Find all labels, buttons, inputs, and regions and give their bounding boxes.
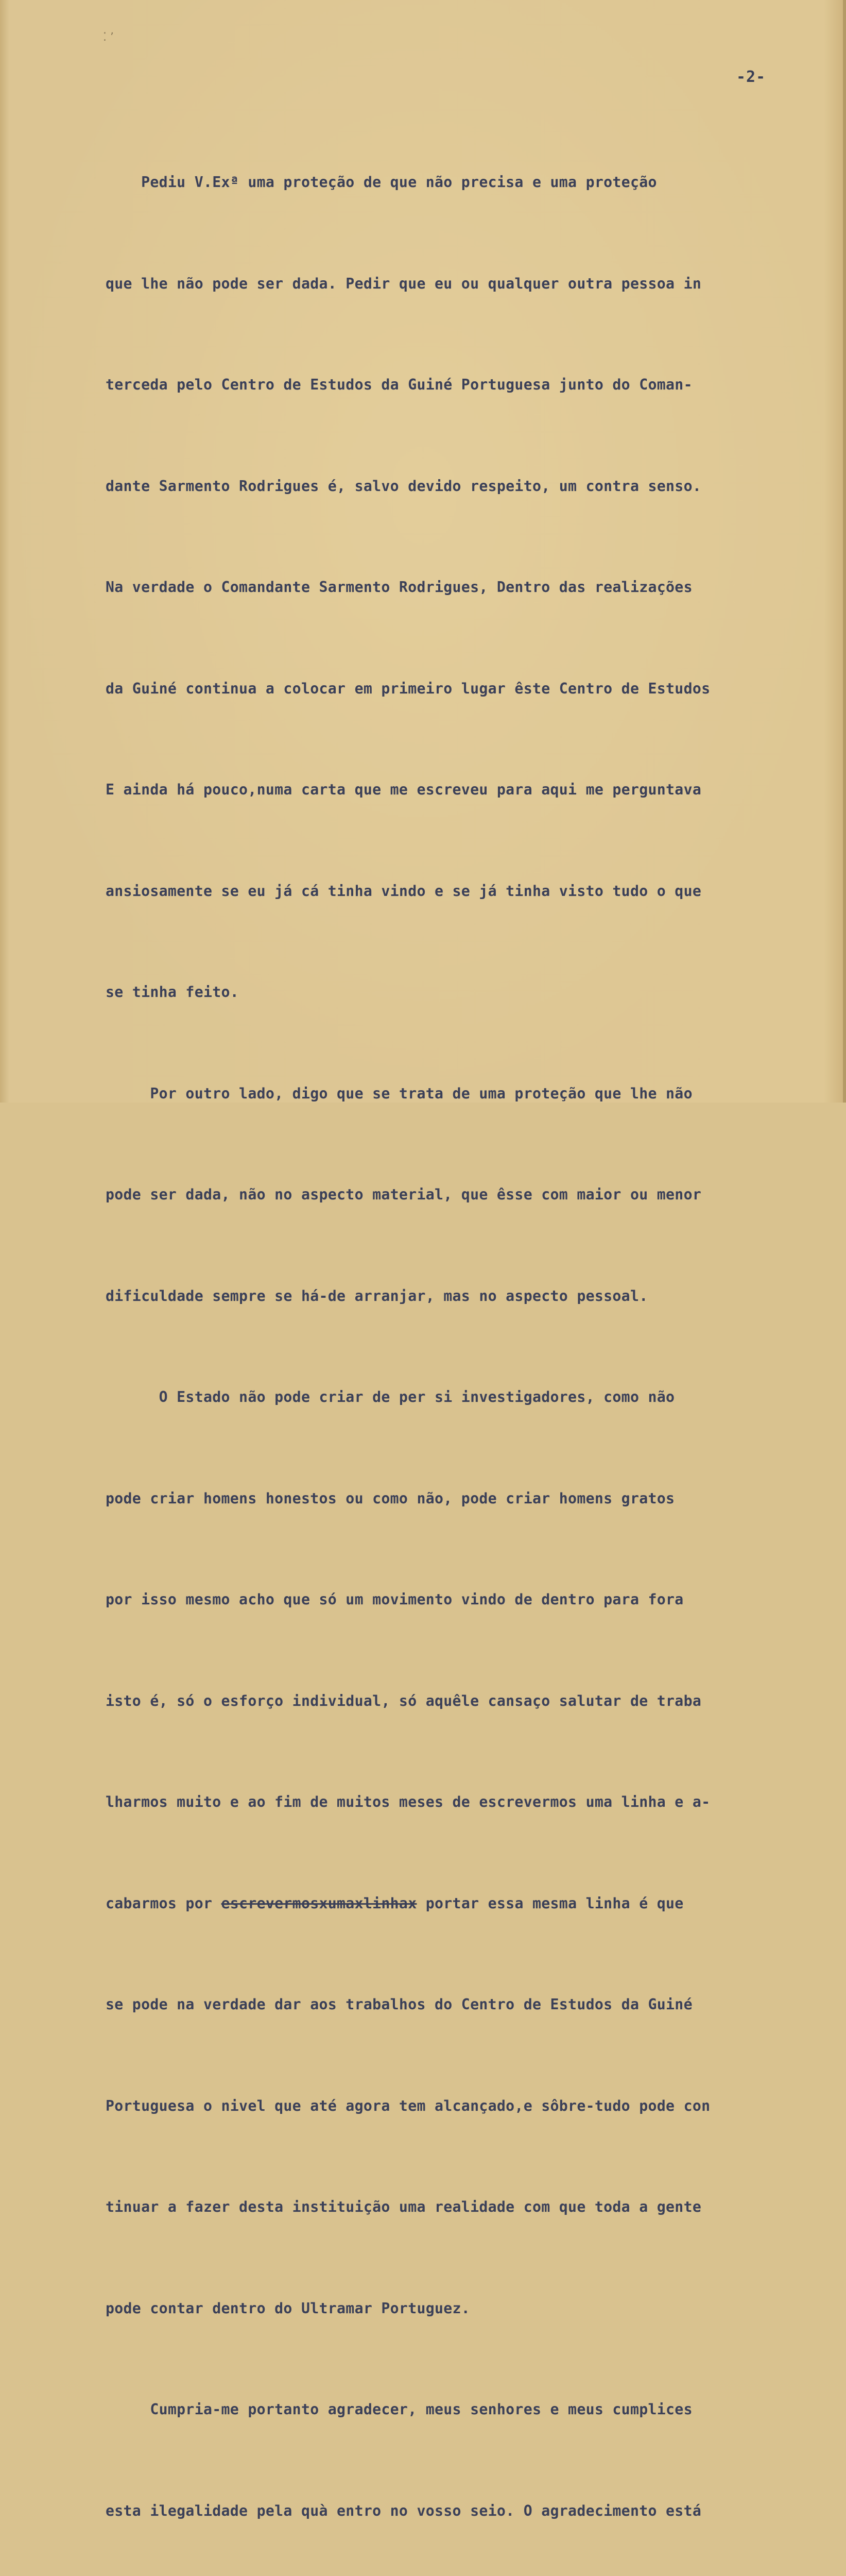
text-line: se tinha feito. [106,984,239,1001]
text-line: Cumpria-me portanto agradecer, meus senhores e meus cumplices [106,2401,693,2418]
text-line: pode contar dentro do Ultramar Portuguez. [106,2299,471,2317]
text-line: Portuguesa o nivel que até agora tem alcançado,e sôbre-tudo pode con [106,2097,711,2114]
text-line: E ainda há pouco,numa carta que me escreveu para aqui me perguntava [106,781,702,798]
text-line: Por outro lado, digo que se trata de uma proteção que lhe não [106,1084,693,1102]
text-line: ansiosamente se eu já cá tinha vindo e se já tinha visto tudo o que [106,882,702,900]
text-line: dante Sarmento Rodrigues é, salvo devido respeito, um contra senso. [106,477,702,495]
text-line: dificuldade sempre se há-de arranjar, mas no aspecto pessoal. [106,1287,648,1304]
text-line: terceda pelo Centro de Estudos da Guiné Portuguesa junto do Coman- [106,376,693,393]
document-body [106,98,806,2576]
page-number: -2- [736,68,766,86]
text-line: esta ilegalidade pela quà entro no vosso seio. O agradecimento está [106,2502,702,2519]
text-line: que lhe não pode ser dada. Pedir que eu ou qualquer outra pessoa in [106,275,702,292]
text-line: pode criar homens honestos ou como não, pode criar homens gratos [106,1489,675,1507]
text-segment: cabarmos por [106,1894,221,1912]
text-line: Pediu V.Exª uma proteção de que não precisa e uma proteção [106,174,657,191]
text-line: Na verdade o Comandante Sarmento Rodrigues, Dentro das realizações [106,579,693,596]
paper-edge [843,0,846,1103]
text-line: da Guiné continua a colocar em primeiro lugar êste Centro de Estudos [106,680,711,697]
text-line: O Estado não pode criar de per si investigadores, como não [106,1388,675,1405]
paper-blemish: ⁚ ʼ [103,31,114,44]
text-line: por isso mesmo acho que só um movimento vindo de dentro para fora [106,1591,684,1608]
struck-out-text: escrevermosxumaxlinhax [221,1894,417,1912]
text-line: tinuar a fazer desta instituição uma realidade com que toda a gente [106,2198,702,2215]
text-line-with-strikeout [106,1887,806,1921]
text-line: lharmos muito e ao fim de muitos meses de escrevermos uma linha e a- [106,1793,711,1810]
text-line: isto é, só o esforço individual, só aquêle cansaço salutar de traba [106,1692,702,1709]
text-line: pode ser dada, não no aspecto material, que êsse com maior ou menor [106,1186,702,1203]
text-segment: portar essa mesma linha é que [417,1894,684,1912]
text-line: se pode na verdade dar aos trabalhos do Centro de Estudos da Guiné [106,1996,693,2013]
